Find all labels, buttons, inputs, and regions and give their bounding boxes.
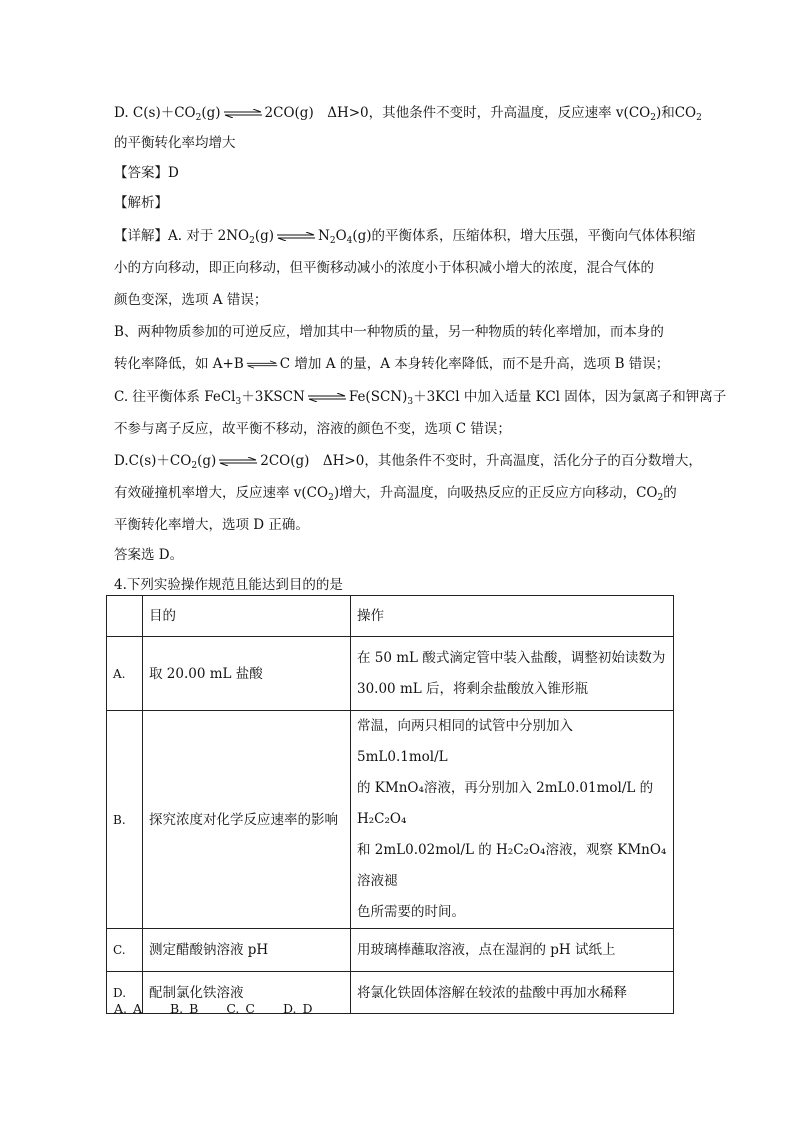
row-operation <box>351 637 674 711</box>
equilibrium-arrow-icon <box>276 232 316 241</box>
equilibrium-arrow-icon <box>223 109 263 118</box>
row-label: D. <box>107 972 143 1014</box>
header-cell-purpose: 目的 <box>143 596 351 637</box>
operation-line: 常温，向两只相同的试管中分别加入 5mL0.1mol/L <box>357 718 573 765</box>
equilibrium-arrow-icon <box>218 457 258 466</box>
detail-c-line2: 不参与离子反应，故平衡不移动，溶液的颜色不变，选项 C 错误； <box>114 421 511 437</box>
detail-text: )增大，升高温度，向吸热反应的正反应方向移动，CO <box>333 485 658 501</box>
detail-text: ＋3KSCN <box>241 389 305 405</box>
detail-text: (g)的平衡体系，压缩体积，增大压强，平衡向气体体积缩 <box>352 228 696 244</box>
question-4-title: 4.下列实验操作规范且能达到目的的是 <box>114 577 343 593</box>
detail-text: 转化率降低，如 A+B <box>114 356 244 372</box>
row-purpose: 配制氯化铁溶液 <box>143 972 351 1014</box>
row-label: C. <box>107 929 143 972</box>
subscript: 2 <box>329 236 336 246</box>
detail-b-line1: B、两种物质参加的可逆反应，增加其中一种物质的量，另一种物质的转化率增加，而本身的 <box>114 324 664 340</box>
subscript: 3 <box>407 397 414 407</box>
subscript: 2 <box>249 236 255 246</box>
choice-b: B. B <box>170 1001 199 1016</box>
choice-d: D. D <box>282 1001 313 1016</box>
detail-d-line2 <box>114 487 677 501</box>
subscript: 4 <box>346 236 353 246</box>
detail-a-line1 <box>114 230 696 244</box>
detail-a-line3: 颜色变深，选项 A 错误； <box>114 292 268 308</box>
option-d-text: 2CO(g) ΔH>0，其他条件不变时，升高温度，反应速率 v(CO <box>264 105 651 121</box>
detail-text: 有效碰撞机率增大，反应速率 v(CO <box>114 485 329 501</box>
subscript: 2 <box>650 113 656 123</box>
subscript: 2 <box>328 493 334 503</box>
detail-text: C 增加 A 的量，A 本身转化率降低，而不是升高，选项 B 错误； <box>279 356 670 372</box>
detail-text: C. 往平衡体系 FeCl <box>114 389 236 405</box>
row-operation <box>351 711 674 929</box>
table-row <box>107 711 674 929</box>
equilibrium-arrow-icon <box>307 393 347 402</box>
detail-a-line2: 小的方向移动，即正向移动，但平衡移动减小的浓度小于体积减小增大的浓度，混合气体的 <box>114 260 654 276</box>
row-operation: 将氯化铁固体溶解在较浓的盐酸中再加水稀释 <box>351 972 674 1014</box>
operation-line: 在 50 mL 酸式滴定管中装入盐酸，调整初始读数为 <box>357 649 666 666</box>
operation-line: 的 KMnO₄溶液，再分别加入 2mL0.01mol/L 的 H₂C₂O₄ <box>357 780 654 827</box>
row-purpose: 测定醋酸钠溶液 pH <box>143 929 351 972</box>
detail-text: 【详解】A. 对于 2NO <box>114 228 250 244</box>
subscript: 2 <box>191 461 198 471</box>
detail-text: N <box>318 228 330 244</box>
answer-choices <box>114 1003 334 1016</box>
choice-c: C. C <box>226 1001 255 1016</box>
subscript: 3 <box>235 397 242 407</box>
option-d-text: D. C(s)＋CO <box>114 105 196 121</box>
row-operation: 用玻璃棒蘸取溶液，点在湿润的 pH 试纸上 <box>351 929 674 972</box>
table-row <box>107 637 674 711</box>
option-d-text: )和CO <box>655 105 697 121</box>
detail-text: 2CO(g) ΔH>0，其他条件不变时，升高温度，活化分子的百分数增大， <box>260 453 702 469</box>
subscript: 2 <box>195 113 202 123</box>
option-d-line <box>114 107 702 121</box>
table-row <box>107 929 674 972</box>
equilibrium-arrow-icon <box>246 360 278 369</box>
row-purpose: 探究浓度对化学反应速率的影响 <box>143 711 351 929</box>
detail-text: ＋3KCl 中加入适量 KCl 固体，因为氯离子和钾离子 <box>413 389 727 405</box>
subscript: 2 <box>696 113 702 123</box>
detail-b-line2 <box>114 358 669 372</box>
detail-text: (g) <box>254 228 275 244</box>
experiment-table <box>106 595 674 1014</box>
operation-line: 30.00 mL 后，将剩余盐酸放入锥形瓶 <box>357 680 588 697</box>
table-header-row <box>107 596 674 637</box>
detail-text: (g) <box>197 453 217 469</box>
operation-line: 和 2mL0.02mol/L 的 H₂C₂O₄溶液，观察 KMnO₄溶液褪 <box>357 842 667 889</box>
row-label: B. <box>107 711 143 929</box>
option-d-text: (g) <box>201 105 221 121</box>
row-purpose: 取 20.00 mL 盐酸 <box>143 637 351 711</box>
detail-c-line1 <box>114 391 726 405</box>
analysis-label: 【解析】 <box>114 195 168 211</box>
choice-a: A. A <box>114 1001 143 1016</box>
choose-answer: 答案选 D。 <box>114 547 184 563</box>
operation-line: 色所需要的时间。 <box>357 904 465 920</box>
detail-text: Fe(SCN) <box>348 389 408 405</box>
detail-text: 的 <box>663 485 677 501</box>
answer-label: 【答案】D <box>114 165 179 181</box>
detail-d-line3: 平衡转化率增大，选项 D 正确。 <box>114 517 309 533</box>
option-d-line2: 的平衡转化率均增大 <box>114 135 236 151</box>
header-cell-label <box>107 596 143 637</box>
header-cell-operation: 操作 <box>351 596 674 637</box>
detail-d-line1 <box>114 455 702 469</box>
detail-text: D.C(s)＋CO <box>114 453 192 469</box>
detail-text: O <box>335 228 347 244</box>
row-label: A. <box>107 637 143 711</box>
subscript: 2 <box>657 493 664 503</box>
